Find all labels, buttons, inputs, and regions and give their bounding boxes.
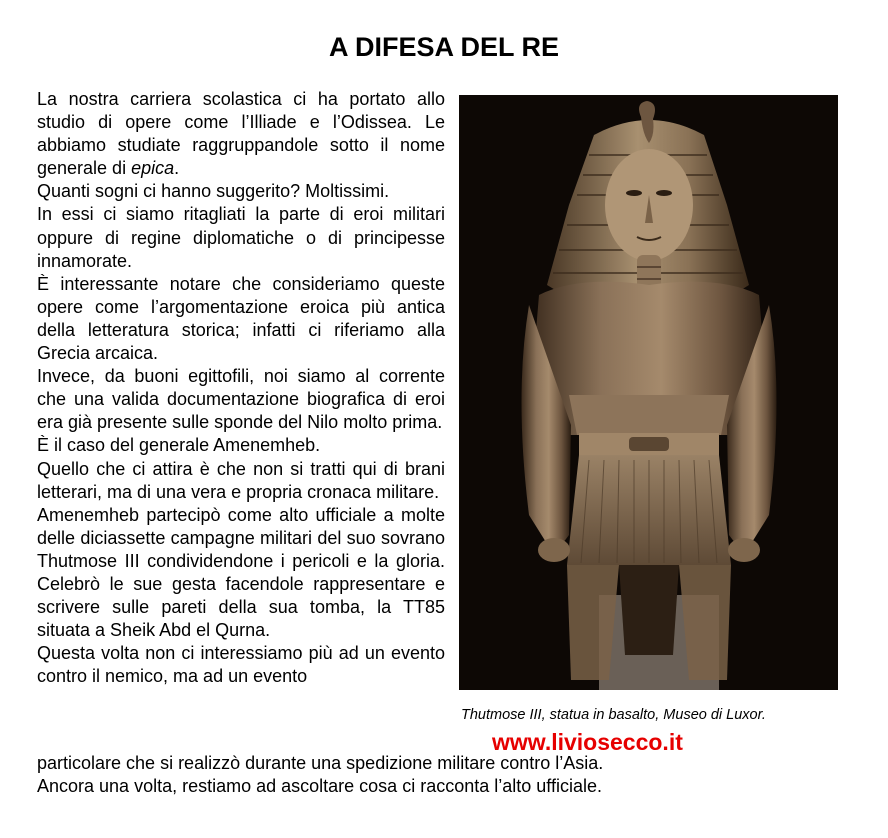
tail-line: particolare che si realizzò durante una spedizione militare contro l’Asia. bbox=[37, 753, 604, 773]
article-body-continued bbox=[37, 752, 717, 798]
paragraph bbox=[37, 88, 445, 180]
image-caption: Thutmose III, statua in basalto, Museo di Luxor. bbox=[461, 707, 766, 723]
statue-illustration bbox=[459, 95, 838, 690]
paragraph-text-end: . bbox=[174, 158, 180, 179]
paragraph-text: Quello che ci attira è che non si tratti qui di brani letterari, ma di una vera e propria cronaca militare. bbox=[37, 458, 445, 502]
statue-photo bbox=[459, 95, 838, 690]
paragraph-text: La nostra carriera scolastica ci ha portato allo studio di opere come l’Illiade e l’Odissea. Le abbiamo studiate raggruppandole sotto il nome generale di bbox=[37, 89, 445, 179]
paragraph-text: Amenemheb partecipò come alto ufficiale a molte delle diciassette campagne militari del suo sovrano Thutmose III condividendone i pericoli e la gloria. Celebrò le sue gesta facendole rappresentare e scrivere sulle pareti della sua tomba, la TT85 situata a Sheik Abd el Qurna. bbox=[37, 504, 445, 641]
paragraph-text: È interessante notare che consideriamo queste opere come l’argomentazione eroica più antica della letteratura storica; infatti ci riferiamo alla Grecia arcaica. bbox=[37, 273, 445, 364]
page-title: A DIFESA DEL RE bbox=[328, 32, 560, 62]
emphasis-epica: epica bbox=[131, 158, 175, 179]
article-body bbox=[37, 88, 445, 688]
paragraph bbox=[37, 504, 445, 643]
paragraph bbox=[37, 203, 445, 272]
paragraph-text: Questa volta non ci interessiamo più ad un evento contro il nemico, ma ad un evento bbox=[37, 643, 445, 687]
paragraph bbox=[37, 273, 445, 365]
paragraph-text: Quanti sogni ci hanno suggerito? Moltissimi. bbox=[37, 181, 390, 202]
paragraph-text: In essi ci siamo ritagliati la parte di eroi militari oppure di regine diplomatiche o di principesse innamorate. bbox=[37, 204, 445, 271]
paragraph bbox=[37, 458, 445, 504]
tail-line: Ancora una volta, restiamo ad ascoltare cosa ci racconta l’alto ufficiale. bbox=[37, 776, 602, 797]
paragraph-text: È il caso del generale Amenemheb. bbox=[37, 435, 321, 456]
paragraph bbox=[37, 642, 445, 688]
paragraph-text: Invece, da buoni egittofili, noi siamo al corrente che una valida documentazione biografica di eroi era già presente sulle sponde del Nilo molto prima. bbox=[37, 366, 445, 433]
paragraph bbox=[37, 434, 445, 457]
paragraph bbox=[37, 365, 445, 434]
paragraph bbox=[37, 180, 445, 203]
website-link[interactable]: www.liviosecco.it bbox=[492, 729, 683, 755]
